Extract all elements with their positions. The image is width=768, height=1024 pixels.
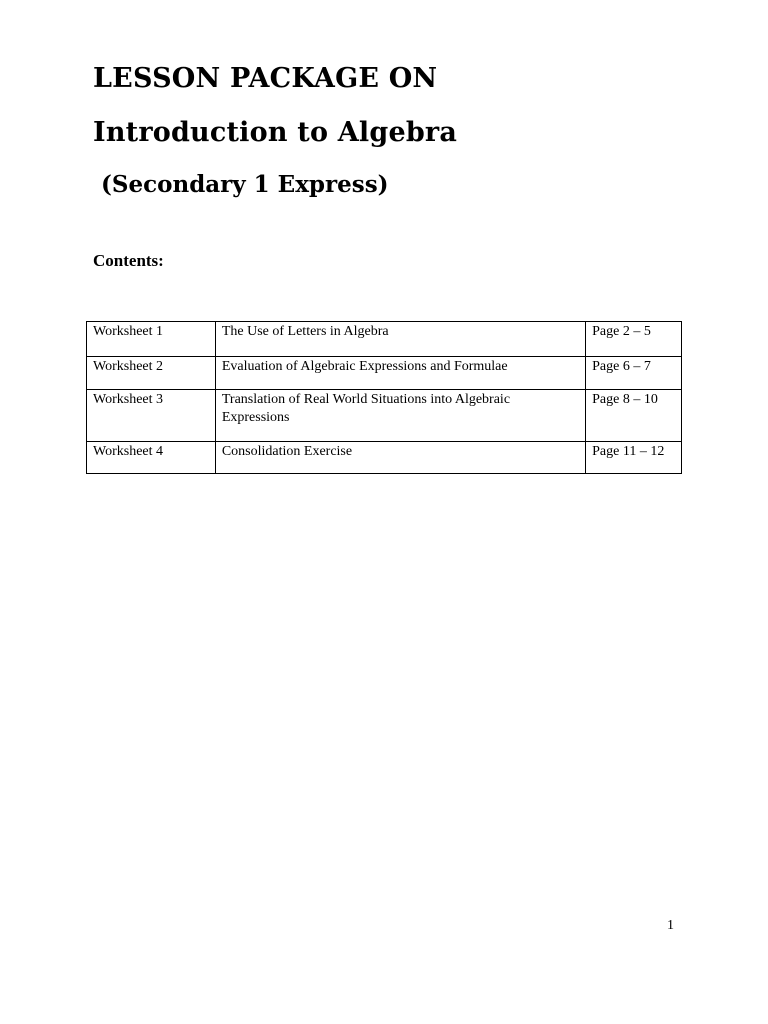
contents-heading: Contents: bbox=[93, 251, 164, 270]
pages-cell: Page 2 – 5 bbox=[586, 322, 682, 357]
topic-cell: Consolidation Exercise bbox=[215, 442, 585, 474]
table-row bbox=[87, 390, 682, 442]
table-row bbox=[87, 322, 682, 357]
document-subtitle: (Secondary 1 Express) bbox=[101, 171, 389, 198]
worksheet-cell: Worksheet 4 bbox=[87, 442, 216, 474]
document-title-line2: Introduction to Algebra bbox=[93, 117, 458, 148]
contents-table bbox=[86, 321, 682, 474]
pages-cell: Page 6 – 7 bbox=[586, 357, 682, 390]
pages-cell: Page 11 – 12 bbox=[586, 442, 682, 474]
topic-cell: Evaluation of Algebraic Expressions and Formulae bbox=[215, 357, 585, 390]
worksheet-cell: Worksheet 3 bbox=[87, 390, 216, 442]
pages-cell: Page 8 – 10 bbox=[586, 390, 682, 442]
worksheet-cell: Worksheet 1 bbox=[87, 322, 216, 357]
worksheet-cell: Worksheet 2 bbox=[87, 357, 216, 390]
topic-cell: The Use of Letters in Algebra bbox=[215, 322, 585, 357]
table-row bbox=[87, 442, 682, 474]
page-number: 1 bbox=[667, 918, 674, 933]
document-title-line1: LESSON PACKAGE ON bbox=[93, 63, 438, 94]
topic-cell: Translation of Real World Situations into Algebraic Expressions bbox=[215, 390, 585, 442]
table-row bbox=[87, 357, 682, 390]
